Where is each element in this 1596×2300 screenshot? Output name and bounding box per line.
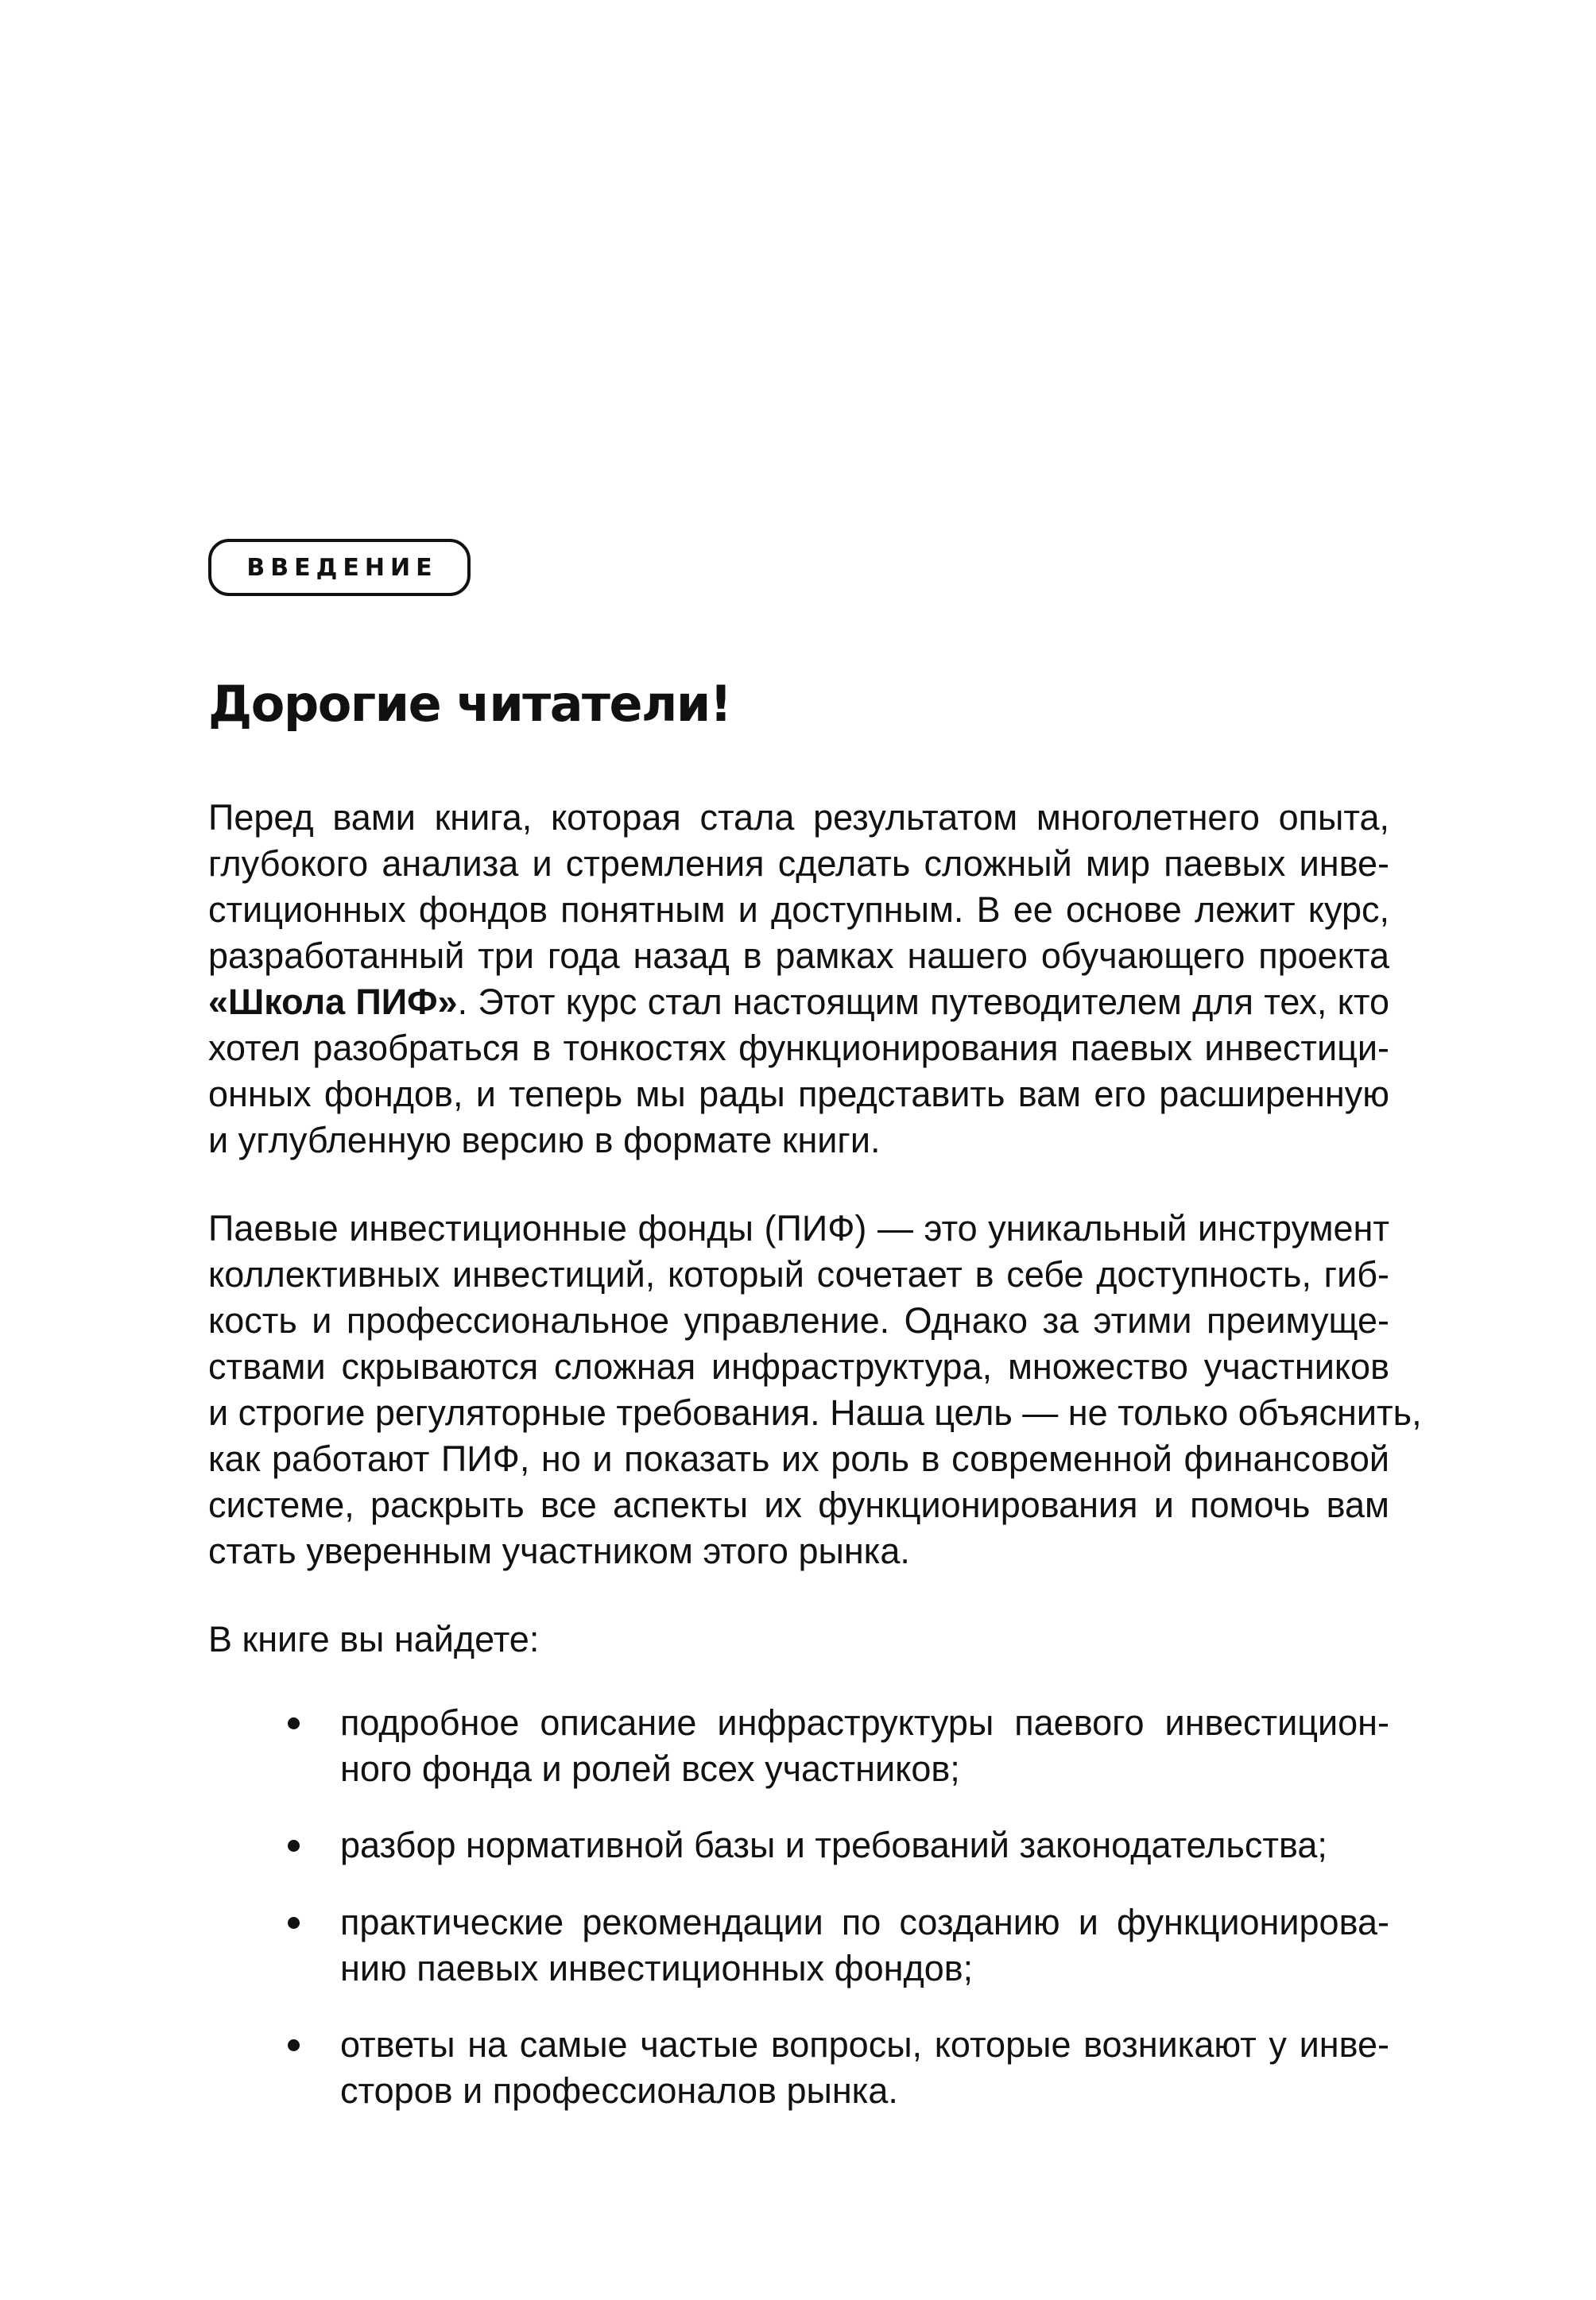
text-line: глубокого анализа и стремления сделать сложный мир паевых инве- [208, 843, 1389, 884]
text-fragment: . Этот курс стал настоящим путеводителем для тех, кто [457, 982, 1389, 1022]
text-line: стать уверенным участником этого рынка. [208, 1531, 910, 1571]
text-line: ствами скрываются сложная инфраструктура, множество участников [208, 1346, 1389, 1387]
paragraph-list-intro: В книге вы найдете: [208, 1619, 540, 1659]
bullet-icon [288, 1917, 300, 1929]
text-line: Перед вами книга, которая стала результатом многолетнего опыта, [208, 797, 1389, 838]
text-line: ного фонда и ролей всех участников; [340, 1748, 960, 1789]
page-title: Дорогие читатели! [208, 675, 731, 733]
list-item-text [340, 1700, 1389, 1792]
list-item-text [340, 1899, 1389, 1992]
bullet-icon [288, 1840, 300, 1852]
bullet-icon [288, 2039, 300, 2051]
text-line: ответы на самые частые вопросы, которые возникают у инве- [340, 2024, 1389, 2065]
text-line: нию паевых инвестиционных фондов; [340, 1948, 974, 1988]
text-line: стиционных фондов понятным и доступным. В ее основе лежит курс, [208, 889, 1389, 930]
paragraph-intro [208, 795, 1389, 1164]
text-line: разбор нормативной базы и требований законодательства; [340, 1825, 1327, 1865]
text-line: сторов и профессионалов рынка. [340, 2070, 898, 2111]
section-badge: ВВЕДЕНИЕ [208, 539, 471, 596]
text-line: коллективных инвестиций, который сочетает в себе доступность, гиб- [208, 1254, 1389, 1295]
list-item-text [340, 1822, 1389, 1868]
text-line: Паевые инвестиционные фонды (ПИФ) — это уникальный инструмент [208, 1208, 1389, 1249]
paragraph-about-pif [208, 1206, 1422, 1574]
text-line: онных фондов, и теперь мы рады представить вам его расширенную [208, 1074, 1389, 1114]
text-line: и строгие регуляторные требования. Наша цель — не только объяснить, [208, 1392, 1422, 1433]
text-line: хотел разобраться в тонкостях функционирования паевых инвестици- [208, 1028, 1389, 1068]
text-line: подробное описание инфраструктуры паевого инвестицион- [340, 1702, 1389, 1743]
text-line: как работают ПИФ, но и показать их роль в современной финансовой [208, 1438, 1389, 1479]
text-line: разработанный три года назад в рамках нашего обучающего проекта [208, 935, 1389, 976]
list-item-text [340, 2022, 1389, 2114]
text-line: системе, раскрыть все аспекты их функционирования и помочь вам [208, 1485, 1389, 1525]
bullet-icon [288, 1717, 300, 1729]
text-line: практические рекомендации по созданию и функционирова- [340, 1902, 1389, 1942]
text-line: и углубленную версию в формате книги. [208, 1120, 881, 1160]
text-line: кость и профессиональное управление. Однако за этими преимуще- [208, 1300, 1389, 1341]
text-line [208, 979, 1389, 1025]
school-name: «Школа ПИФ» [208, 982, 458, 1022]
